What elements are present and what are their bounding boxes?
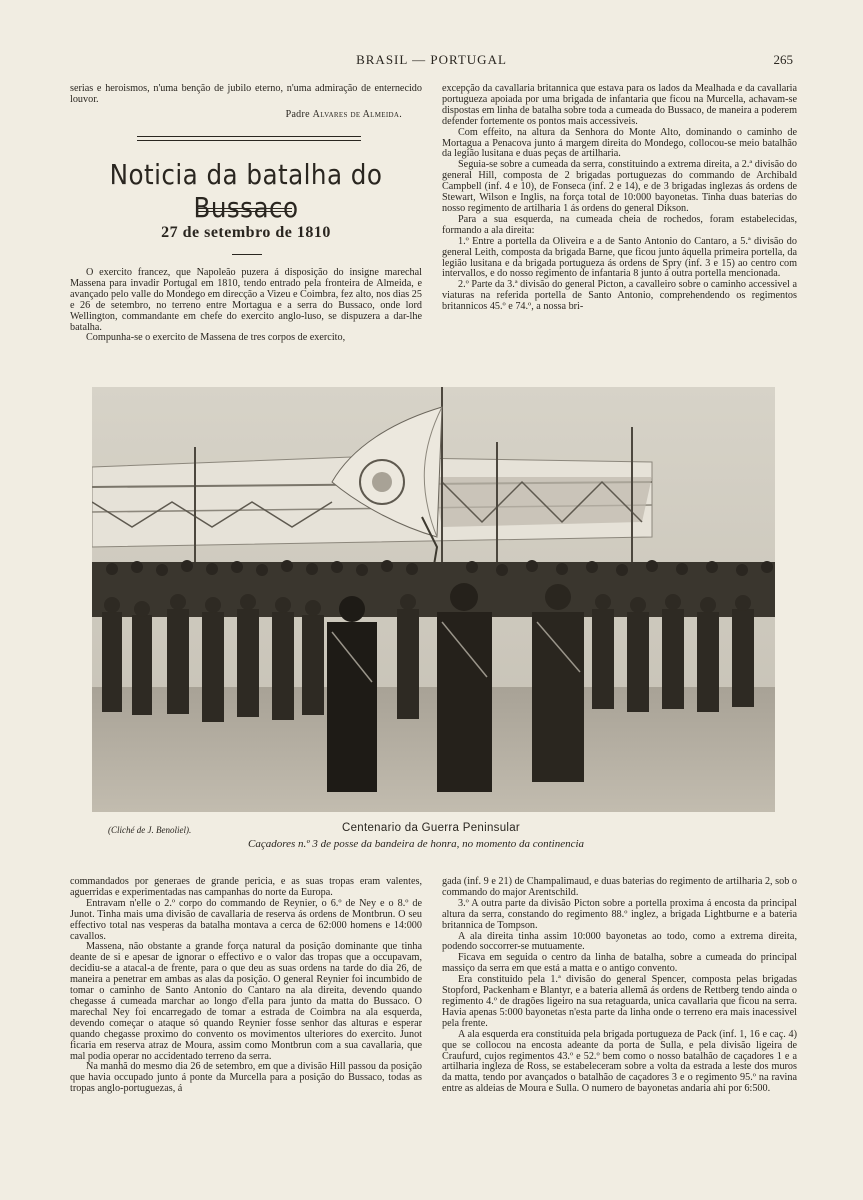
article-paragraph: Seguia-se sobre a cumeada da serra, constituindo a extrema direita, a 2.ª divisão do general Hill, composta de 2 brigadas portuguezas do commando de Archibald Campbell (inf. 4 e 10), de Fonseca (inf. 2 e 14), e de 3 brigadas inglezas ás ordens de Stewart, Wilson e Inglis, na força total de 10:000 bayonetas. Tinha duas baterias do nosso regimento de artilharia 1 ás ordens do general Dikson.: [442, 159, 797, 214]
article-paragraph: Ficava em seguida o centro da linha de batalha, sobre a cumeada do principal massiço da serra em que está a matta e o antigo convento.: [442, 952, 797, 975]
author-signature: [70, 110, 422, 121]
title-divider: [196, 208, 292, 212]
article-title: Noticia da batalha do Bussaco: [109, 158, 383, 224]
column-article-start: [70, 268, 422, 344]
article-date: 27 de setembro de 1810: [161, 224, 331, 241]
photo-caption-subtitle: Caçadores n.º 3 de posse da bandeira de honra, no momento da continencia: [248, 838, 585, 850]
photo-credit: (Cliché de J. Benoliel).: [108, 825, 192, 835]
page-number: 265: [773, 52, 793, 67]
running-title: BRASIL — PORTUGAL: [356, 52, 507, 67]
article-paragraph: excepção da cavallaria britannica que estava para os lados da Mealhada e da cavallaria portugueza apoiada por uma brigada de infantaria que ficou na Murcella, achavam-se dispostas em linha de batalha sobre toda a cumeada do Bussaco, de maneira a poderem defender fortemente os pontos mais accessiveis.: [442, 83, 797, 127]
column-top-right: [442, 84, 797, 313]
halftone-photograph: [92, 387, 775, 812]
signature-name: Alvares de Almeida.: [312, 108, 402, 120]
article-paragraph: 3.º A outra parte da divisão Picton sobre a portella proxima á encosta da principal altura da serra, constando do regimento 88.º inglez, a brigada Lightburne e a bateria britannica de Tompson.: [442, 897, 797, 931]
article-paragraph: A ala esquerda era constituida pela brigada portugueza de Pack (inf. 1, 16 e caç. 4) que se collocou na encosta adeante da porta de Sulla, e pela divisão ligeira de Craufurd, cujos regimentos 43.º e 52.º bem como o nosso batalhão de caçadores 1 e a artilharia ingleza de Ross, se estabeleceram sobre a volta da estrada a leste dos muros da matta, tendo por avançados o batalhão de caçadores 3 e o regimento 95.º na ravina entre as aldeias de Moura e Sulla. O numero de bayonetas andaria ahi por 6:500.: [442, 1028, 797, 1095]
article-paragraph: Compunha-se o exercito de Massena de tres corpos de exercito,: [86, 332, 346, 344]
article-paragraph: Entravam n'elle o 2.º corpo do commando de Reynier, o 6.º de Ney e o 8.º de Junot. Tinha mais uma divisão de cavallaria de reserva ás ordens de Montbrun. O seu effectivo total nas vesperas da batalha montava a cerca de 62:000 homens e 14:000 cavallos.: [70, 897, 422, 942]
date-divider: [232, 254, 262, 255]
signature-prefix: Padre: [285, 108, 310, 120]
article-paragraph: gada (inf. 9 e 21) de Champalimaud, e duas baterias do regimento de artilharia 2, sob o commando do major Arentschild.: [442, 876, 797, 898]
running-header: [0, 52, 863, 70]
section-divider: [137, 136, 361, 141]
photo-illustration: [92, 387, 775, 812]
article-paragraph: Massena, não obstante a grande força natural da posição dominante que tinha deante de si e apesar de ignorar o effectivo e o valor das tropas que a occupavam, decidiu-se a atacal-a de frente, para o que deu as suas ordens na tarde do dia 26, de maneira a penetrar em ambas as alas da posição. O general Reynier foi incumbido de tomar o caminho de Santo Antonio do Cantaro na ala direita, devendo quando chegasse á cumeada marchar ao longo d'ella para junto da matta do Bussaco. O marechal Ney foi encarregado de tomar a estrada de Coimbra na ala esquerda, devendo começar o ataque só quando Reynier fosse senhor das alturas e esperar quando chegasse proximo do convento os movimentos ulteriores do exercito. Junot ficaria em reserva atraz de Moura, assim como Montbrun com a sua cavallaria, que mal podia operar no accidentado terreno da serra.: [70, 941, 422, 1062]
article-paragraph: 1.º Entre a portella da Oliveira e a de Santo Antonio do Cantaro, a 5.ª divisão do general Leith, composta da brigada Barne, que ficou junto áquella primeira portella, da legião lusitana e da brigada portugueza ás ordens de Spry (inf. 3 e 15) ao centro com intervallos, e do nosso regimento de infantaria 8 junto á outra portella mencionada.: [442, 235, 797, 280]
closing-paragraph: serias e heroismos, n'uma benção de jubilo eterno, n'uma admiração de enternecido louvor.: [70, 83, 422, 105]
article-paragraph: O exercito francez, que Napoleão puzera á disposição do insigne marechal Massena para invadir Portugal em 1810, tendo entrado pela fronteira de Almeida, e avançado pelo valle do Mondego em direcção a Vizeu e Coimbra, fez alto, nos dias 25 e 26 de setembro, no terreno entre Mortagua e a serra do Bussaco, onde lord Wellington, commandante em chefe do exercito anglo-luso, se dispuzera a dar-lhe batalha.: [70, 267, 422, 333]
column-bottom-left: [70, 877, 422, 1095]
photo-caption-title: Centenario da Guerra Peninsular: [342, 822, 521, 834]
column-bottom-right: [442, 877, 797, 1095]
article-paragraph: Com effeito, na altura da Senhora do Monte Alto, dominando o caminho de Mortagua a Penacova junto á margem direita do Mondego, collocou-se meio batalhão da legião lusitana e duas peças de artilharia.: [442, 126, 797, 160]
article-paragraph: commandados por generaes de grande pericia, e as suas tropas eram valentes, aguerridas e experimentadas nas campanhas do norte da Europa.: [70, 876, 422, 898]
article-paragraph: Era constituido pela 1.ª divisão do general Spencer, composta pelas brigadas Stopford, Packenham e Blantyr, e a bateria allemã ás ordens de Rettberg tendo ainda o regimento 4.º de dragões ligeiro na sua retaguarda, unica cavallaria que ficou na serra. Havia apenas 5:000 bayonetas n'esta parte da linha onde o terreno era mais inacessivel pela frente.: [442, 974, 797, 1029]
article-paragraph: Na manhã do mesmo dia 26 de setembro, em que a divisão Hill passou da posição que havia occupado junto á ponte da Murcella para a posição do Bussaco, todas as tropas anglo-portuguezas, á: [70, 1061, 422, 1095]
article-paragraph: Para a sua esquerda, na cumeada cheia de rochedos, foram estabelecidas, formando a ala direita:: [442, 213, 797, 236]
column-top-left: [70, 84, 422, 121]
article-paragraph: 2.º Parte da 3.ª divisão do general Picton, a cavalleiro sobre o caminho accessivel a viaturas na referida portella de Santo Antonio, comprehendendo os regimentos britannicos 45.º e 74.º, a nossa bri-: [442, 279, 797, 313]
article-paragraph: A ala direita tinha assim 10:000 bayonetas ao todo, como a extrema direita, podendo soccorrer-se mutuamente.: [442, 930, 797, 953]
